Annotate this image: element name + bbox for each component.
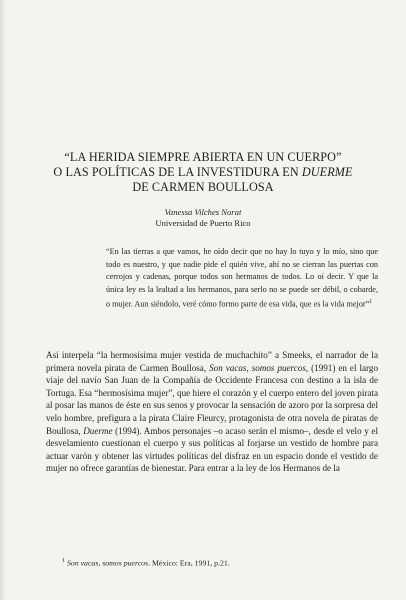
author-name: Vanessa Vilches Norat [164, 207, 242, 217]
author-affiliation: Universidad de Puerto Rico [155, 218, 251, 228]
page-fold-shadow [0, 0, 6, 600]
footnote-rest: . México: Era, 1991, p.21. [148, 558, 230, 568]
title-line-2 [40, 165, 366, 180]
author-block [60, 207, 346, 229]
body-text [46, 349, 378, 475]
epigraph-text: “En las tierras a que vamos, he oído decir que no hay lo tuyo y lo mío, sino que todo es nuestro, y que nadie pide el quién vive, ahí no se cierran las puertas con cerrojos y cadenas, porque todos son hermanos de todos. Lo oí decir. Y que la única ley es la lealtad a los hermanos, para serlo no se puede ser débil, o cobarde, o mujer. Aun siéndolo, veré cómo formo parte de esa vida, que es la vida mejor” [106, 247, 378, 310]
title-line-2-roman: O LAS POLÍTICAS DE LA INVESTIDURA EN [53, 165, 302, 179]
title-line-3: DE CARMEN BOULLOSA [132, 180, 274, 194]
footnote [62, 556, 378, 569]
body-p1-a: Así interpela “la hermosísima mujer vestida de muchachito” a Smeeks, el narrador de la primera novela pirata de Carmen Boullosa, [46, 350, 378, 373]
title-line-2-italic: DUERME [301, 165, 353, 179]
title-line-1: “LA HERIDA SIEMPRE ABIERTA EN UN CUERPO” [64, 150, 342, 164]
body-p1-b: , (1991) en el largo viaje del navío San Juan de la Compañía de Occidente Francesa con destino a la isla de Tortuga. Esa “hermosísima mujer”, que hiere el corazón y el cuerpo entero del joven pirata al posar las manos de éste en sus senos y provocar la sensación de azoro por la sorpresa del velo hombre, prefigura a la pirata Claire Fleurcy, protagonista de otra novela de piratas de Boullosa, [46, 362, 378, 436]
epigraph-note-ref: 1 [369, 299, 373, 306]
epigraph [106, 246, 378, 312]
article-title [40, 150, 366, 195]
body-p1-c: (1994). Ambos personajes –o acaso serán el mismo–, desde el velo y el desvelamiento cuestionan el cuerpo y sus políticas al forjarse un vestido de hombre para actuar varón y obtener las virtudes políticas del disfraz en un espacio donde el vestido de mujer no ofrece garantías de bienestar. Para entrar a la ley de los Hermanos de la [46, 425, 378, 474]
body-p1-title-2: Duerme [83, 425, 113, 436]
footnote-title: Son vacas, somos puercos [66, 558, 149, 568]
footnote-mark: 1 [62, 558, 65, 564]
body-p1-title-1: Son vacas, somos puercos [209, 362, 306, 373]
